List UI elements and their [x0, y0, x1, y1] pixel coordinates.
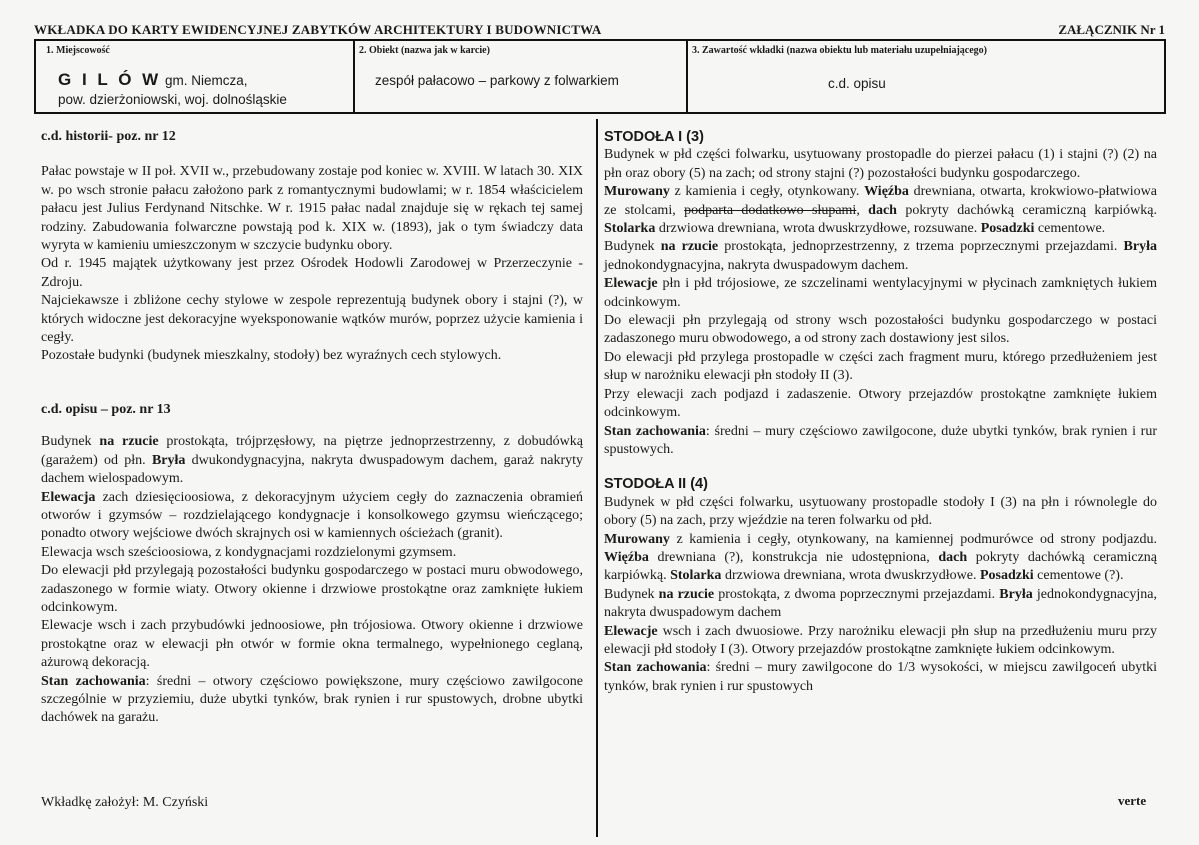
history-paragraph: Pałac powstaje w II poł. XVII w., przebudowany zostaje pod koniec w. XVIII. W latach 30. XIX w. po wsch stronie pałacu założono park z romantycznymi budowlami; w r. 1854 właścicielem pałacu jest Julius Ferdynand Nitschke. W r. 1915 pałac nadal znajduje się w rękach tej samej rodziny. Zabudowania folwarczne powstają pod k. XIX w. (1893), jak o tym świadczy data wyryta w kamieniu umieszczonym w szczycie budynku obory. [41, 164, 583, 254]
description-paragraph: Elewacja wsch sześcioosiowa, z kondygnacjami rozdzielonymi gzymsem. [41, 544, 457, 560]
locality-commune: gm. Niemcza, [164, 73, 248, 88]
barn-1-title: STODOŁA I (3) [604, 129, 704, 145]
locality-cell [36, 41, 353, 112]
content-value: c.d. opisu [828, 76, 886, 91]
description-title: c.d. opisu – poz. nr 13 [41, 401, 171, 417]
author-note: Wkładkę założył: M. Czyński [41, 795, 209, 810]
content-label: 3. Zawartość wkładki (nazwa obiektu lub materiału uzupełniającego) [692, 45, 988, 56]
barn-1-paragraph: Do elewacji płn przylegają od strony wsch pozostałości budynku gospodarczego w postaci zadaszonego muru obwodowego, a od strony zach dostawiony jest silos. [604, 313, 1157, 347]
struck-text: podparta dodatkowo słupami [684, 202, 857, 218]
barn-1-paragraph: Budynek na rzucie prostokąta, jednoprzestrzenny, z trzema poprzecznymi przejazdami. Bryła jednokondygnacyjna, nakryta dwuspadowym dachem. [604, 239, 1157, 273]
locality-name [58, 70, 247, 90]
locality-label: 1. Miejscowość [46, 45, 110, 56]
barn-2-paragraph: Murowany z kamienia i cegły, otynkowany, na kamiennej podmurówce od strony podjazdu. Więźba drewniana (?), konstrukcja nie udostępniona, dach pokryty dachówką ceramiczną karpiówką. Stolarka drzwiowa drewniana, wrota dwuskrzydłowe. Posadzki cementowe (?). [604, 531, 1157, 584]
barn-2-title: STODOŁA II (4) [604, 476, 708, 493]
object-value: zespół pałacowo – parkowy z folwarkiem [375, 73, 619, 88]
content-cell [686, 41, 1164, 112]
object-label: 2. Obiekt (nazwa jak w karcie) [359, 45, 490, 56]
header-table [34, 39, 1166, 114]
form-title: WKŁADKA DO KARTY EWIDENCYJNEJ ZABYTKÓW ARCHITEKTURY I BUDOWNICTWA [34, 22, 602, 37]
barn-2-paragraph: Budynek na rzucie prostokąta, z dwoma poprzecznymi przejazdami. Bryła jednokondygnacyjna, nakryta dwuspadowym dachem [604, 586, 1157, 621]
description-paragraph: Stan zachowania: średni – otwory częściowo powiększone, mury częściowo zawilgocone szczególnie w przyziemiu, duże ubytki tynków, brak rynien i rur spustowych, drobne ubytki dachówek na garażu. [41, 673, 583, 726]
history-paragraph: Od r. 1945 majątek użytkowany jest przez Ośrodek Hodowli Zarodowej w Przerzeczynie - Zdroju. [41, 256, 583, 290]
description-paragraph: Elewacja zach dziesięcioosiowa, z dekoracyjnym użyciem cegły do zaznaczenia obramień otworów i gzymsów – rozdzielającego kondygnacje i konsolkowego gzymsu wieńczącego; ponadto otwory wejściowe dwóch skrajnych osi w kamiennych ościeżach (granit). [41, 489, 583, 542]
verte-note: verte [1118, 793, 1147, 808]
barn-2-paragraph: Budynek w płd części folwarku, usytuowany prostopadle stodoły I (3) na płn i równolegle do obory (5) na zach, przy wjeździe na teren folwarku od płd. [604, 494, 1157, 529]
barn-2-paragraph: Stan zachowania: średni – mury zawilgocone do 1/3 wysokości, w miejscu zawilgoceń ubytki tynków, brak rynien i rur spustowych [604, 660, 1157, 694]
barn-1-paragraph: Do elewacji płd przylega prostopadle w części zach fragment muru, którego przedłużeniem jest słup w narożniku elewacji płn stodoły II (3). [604, 349, 1157, 384]
history-paragraph: Najciekawsze i zbliżone cechy stylowe w zespole reprezentują budynek obory i stajni (?), w których widoczne jest dekoracyjne wyeksponowanie wątków murów, poprzez użycie kamienia i cegły. [41, 293, 583, 346]
description-paragraph: Budynek na rzucie prostokąta, trójprzęsłowy, na piętrze jednoprzestrzenny, z dobudówką (garażem) od płn. Bryła dwukondygnacyjna, nakryta dwuspadowym dachem, garaż nakryty dachem wielospadowym. [41, 434, 583, 487]
description-paragraph: Elewacje wsch i zach przybudówki jednoosiowe, płn trójosiowa. Otwory okienne i drzwiowe prostokątne oraz w elewacji płn otwór w formie okna termalnego, wypełnionego ceglaną, ażurową dekoracją. [41, 618, 583, 671]
barn-1-paragraph: Murowany z kamienia i cegły, otynkowany. Więźba drewniana, otwarta, krokwiowo-płatwiowa ze stolcami, podparta dodatkowo słupami, dach pokryty dachówką ceramiczną karpiówką. Stolarka drzwiowa drewniana, wrota dwuskrzydłowe, rozsuwane. Posadzki cementowe. [604, 184, 1157, 237]
history-title: c.d. historii- poz. nr 12 [41, 129, 176, 144]
left-column [41, 128, 583, 728]
history-paragraph: Pozostałe budynki (budynek mieszkalny, stodoły) bez wyraźnych cech stylowych. [41, 348, 502, 364]
barn-1-paragraph: Przy elewacji zach podjazd i zadaszenie. Otwory przejazdów prostokątne zamknięte łukiem odcinkowym. [604, 386, 1157, 421]
locality-region: pow. dzierżoniowski, woj. dolnośląskie [58, 92, 287, 107]
barn-1-paragraph: Elewacje płn i płd trójosiowe, ze szczelinami wentylacyjnymi w płycinach zamkniętych łukiem odcinkowym. [604, 276, 1157, 310]
column-divider [596, 119, 598, 837]
barn-1-paragraph: Budynek w płd części folwarku, usytuowany prostopadle do pierzei pałacu (1) i stajni (?) (2) na płn oraz obory (5) na zach; od strony stajni (?) pozostałości budynku gospodarczego. [604, 147, 1157, 181]
barn-1-paragraph: Stan zachowania: średni – mury częściowo zawilgocone, duże ubytki tynków, brak rynien i rur spustowych. [604, 423, 1158, 457]
right-column [604, 128, 1157, 696]
locality-village: G I L Ó W [58, 70, 162, 89]
annex-number: ZAŁĄCZNIK Nr 1 [1058, 22, 1165, 37]
barn-2-paragraph: Elewacje wsch i zach dwuosiowe. Przy narożniku elewacji płn słup na przedłużeniu muru przy elewacji płd stodoły I (3). Otwory przejazdów prostokątne zamknięte łukiem odcinkowym. [604, 623, 1157, 657]
description-paragraph: Do elewacji płd przylegają pozostałości budynku gospodarczego w postaci muru obwodowego, zadaszonego w formie wiaty. Otwory okienne i drzwiowe prostokątne oraz zamknięte łukiem odcinkowym. [41, 563, 583, 615]
object-cell [353, 41, 686, 112]
